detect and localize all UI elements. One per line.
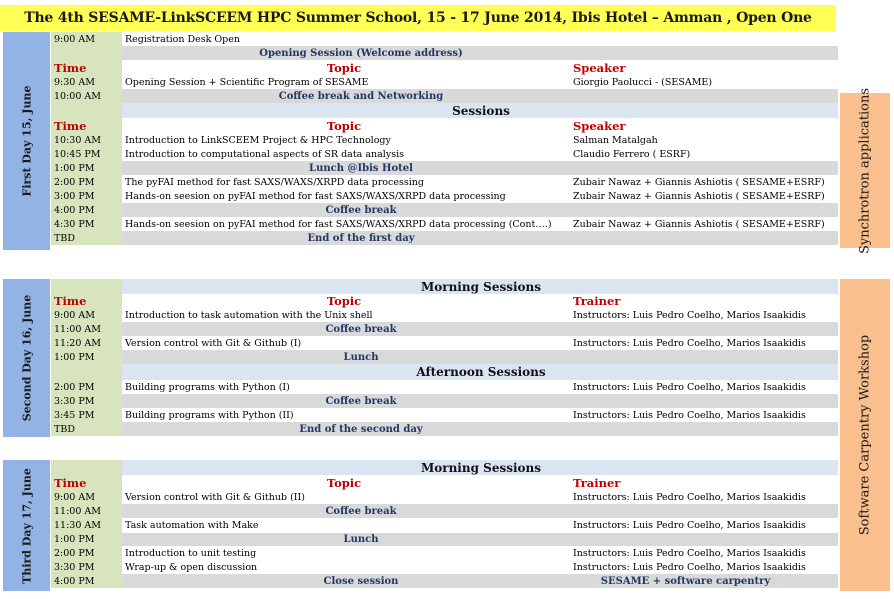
speaker-name: Giorgio Paolucci - (SESAME) (573, 76, 713, 88)
day2-row-session (51, 364, 838, 380)
time-value: 2:00 PM (54, 547, 95, 559)
time-value: 10:45 PM (54, 148, 101, 160)
time-column-cell (51, 279, 122, 294)
day2-row-band (51, 422, 838, 436)
time-value: 3:30 PM (54, 561, 95, 573)
speaker-name: Instructors: Luis Pedro Coelho, Marios Isaakidis (573, 309, 806, 321)
day3-row-close (51, 574, 838, 588)
close-session-organizer: SESAME + software carpentry (600, 575, 771, 587)
time-header: Time (54, 294, 87, 308)
day1-row-item (51, 175, 838, 190)
time-value: 2:00 PM (54, 176, 95, 188)
speaker-name: Zubair Nawaz + Giannis Ashiotis ( SESAME+ESRF) (573, 190, 825, 202)
day2-row-band (51, 350, 838, 364)
speaker-header: Trainer (573, 475, 621, 490)
break-label: Lunch (343, 534, 379, 545)
break-label: Coffee break and Networking (278, 90, 444, 102)
day1-row-band (51, 203, 838, 217)
time-value: 11:00 AM (54, 323, 101, 335)
day3-label-text: Third Day 17, June (20, 467, 33, 584)
side-label-synchrotron-text: Synchrotron applications (857, 87, 873, 254)
time-value: 11:30 AM (54, 520, 101, 531)
time-header: Time (54, 118, 87, 133)
activity-title: Hands-on seesion on pyFAI method for fast SAXS/WAXS/XRPD data processing (Cont….) (125, 218, 552, 230)
day2-label (3, 279, 50, 437)
break-label: Lunch (343, 351, 379, 363)
activity-title: Registration Desk Open (125, 33, 241, 45)
time-header: Time (54, 60, 87, 75)
activity-title: Version control with Git & Github (I) (125, 337, 302, 349)
topic-header: Topic (326, 118, 362, 133)
speaker-header: Speaker (573, 60, 626, 75)
day3-row-item (51, 560, 838, 575)
day1-row-band (51, 46, 838, 60)
break-label: Lunch @Ibis Hotel (309, 162, 413, 174)
activity-title: Introduction to unit testing (125, 547, 257, 559)
day1-row-header (51, 60, 838, 76)
topic-header: Topic (326, 475, 362, 490)
close-session-label: Close session (323, 575, 399, 587)
day2-row-band (51, 394, 838, 408)
day1-row-item (51, 217, 838, 232)
time-value: 11:20 AM (54, 337, 101, 349)
topic-header: Topic (326, 294, 362, 308)
day1-row-band (51, 161, 838, 175)
day1-row-item (51, 147, 838, 162)
time-value: 9:00 AM (54, 491, 95, 503)
day2-row-item (51, 408, 838, 423)
speaker-name: Instructors: Luis Pedro Coelho, Marios Isaakidis (573, 561, 806, 573)
day1-row-band (51, 89, 838, 103)
speaker-name: Salman Matalgah (573, 134, 658, 146)
time-column-cell (51, 460, 122, 475)
side-label-synchrotron (840, 87, 890, 254)
day3-row-item (51, 546, 838, 561)
time-value: 4:30 PM (54, 218, 95, 230)
speaker-name: Instructors: Luis Pedro Coelho, Marios Isaakidis (573, 409, 806, 421)
time-header: Time (54, 475, 87, 490)
day2-row-item (51, 336, 838, 351)
break-label: End of the second day (299, 423, 423, 435)
day2-row-band (51, 322, 838, 336)
day3-row-band (51, 504, 838, 518)
time-value: TBD (54, 423, 75, 435)
break-label: End of the first day (307, 232, 415, 244)
day1-row-item (51, 32, 838, 47)
activity-title: Version control with Git & Github (II) (125, 491, 305, 503)
time-value: 10:00 AM (54, 90, 101, 102)
time-value: 4:00 PM (54, 204, 95, 216)
speaker-name: Instructors: Luis Pedro Coelho, Marios Isaakidis (573, 381, 806, 393)
time-value: 1:00 PM (54, 534, 95, 545)
time-value: 9:00 AM (54, 33, 95, 45)
time-column-cell (51, 364, 122, 380)
time-value: 3:30 PM (54, 395, 95, 407)
activity-title: Task automation with Make (125, 520, 259, 531)
activity-title: Introduction to task automation with the Unix shell (125, 309, 373, 321)
time-value: 1:00 PM (54, 351, 95, 363)
topic-header: Topic (326, 60, 362, 75)
time-column-cell (51, 103, 122, 118)
activity-title: Building programs with Python (II) (125, 409, 294, 421)
speaker-name: Instructors: Luis Pedro Coelho, Marios Isaakidis (573, 337, 806, 349)
day1-row-item (51, 75, 838, 90)
break-label: Coffee break (325, 323, 397, 335)
page-title: The 4th SESAME-LinkSCEEM HPC Summer School, 15 - 17 June 2014, Ibis Hotel – Amman , Open One (0, 5, 836, 31)
speaker-name: Instructors: Luis Pedro Coelho, Marios Isaakidis (573, 547, 806, 559)
speaker-name: Instructors: Luis Pedro Coelho, Marios Isaakidis (573, 520, 806, 531)
time-value: 2:00 PM (54, 381, 95, 393)
day3-label (3, 460, 50, 591)
time-value: 3:00 PM (54, 190, 95, 202)
day2-label-text: Second Day 16, June (20, 294, 33, 422)
day3-row-item (51, 518, 838, 534)
break-label: Coffee break (325, 505, 397, 517)
break-label: Opening Session (Welcome address) (259, 47, 463, 59)
session-heading: Sessions (452, 103, 510, 118)
time-value: 3:45 PM (54, 409, 95, 421)
time-column-cell (51, 46, 122, 60)
speaker-name: Zubair Nawaz + Giannis Ashiotis ( SESAME+ESRF) (573, 176, 825, 188)
day1-row-item (51, 133, 838, 148)
time-value: 4:00 PM (54, 575, 95, 587)
speaker-header: Speaker (573, 118, 626, 133)
speaker-header: Trainer (573, 294, 621, 308)
day2-row-item (51, 380, 838, 395)
session-heading: Morning Sessions (420, 279, 542, 294)
speaker-name: Instructors: Luis Pedro Coelho, Marios Isaakidis (573, 491, 806, 503)
activity-title: Opening Session + Scientific Program of SESAME (125, 76, 369, 88)
day2-row-session (51, 279, 838, 294)
activity-title: Wrap-up & open discussion (125, 561, 258, 573)
time-value: 9:00 AM (54, 309, 95, 321)
day1-label (3, 32, 50, 250)
time-value: TBD (54, 232, 75, 244)
session-heading: Afternoon Sessions (416, 365, 546, 379)
break-label: Coffee break (325, 204, 397, 216)
day1-row-session (51, 103, 838, 118)
day3-row-band (51, 533, 838, 546)
day1-row-item (51, 189, 838, 204)
side-label-software-carpentry-text: Software Carpentry Workshop (857, 334, 873, 536)
day1-row-header (51, 118, 838, 134)
day3-row-item (51, 490, 838, 505)
activity-title: Introduction to computational aspects of SR data analysis (125, 148, 404, 160)
side-label-software-carpentry (840, 279, 890, 591)
speaker-name: Zubair Nawaz + Giannis Ashiotis ( SESAME+ESRF) (573, 218, 825, 230)
day3-row-header (51, 475, 838, 491)
session-heading: Morning Sessions (420, 460, 542, 475)
time-value: 1:00 PM (54, 162, 95, 174)
day1-label-text: First Day 15, June (20, 85, 33, 197)
day2-row-item (51, 308, 838, 323)
break-label: Coffee break (325, 395, 397, 407)
time-value: 9:30 AM (54, 76, 95, 88)
day2-row-header (51, 294, 838, 309)
activity-title: The pyFAI method for fast SAXS/WAXS/XRPD data processing (125, 176, 424, 188)
speaker-name: Claudio Ferrero ( ESRF) (573, 148, 691, 160)
day3-row-session (51, 460, 838, 475)
activity-title: Hands-on seesion on pyFAI method for fast SAXS/WAXS/XRPD data processing (125, 190, 506, 202)
activity-title: Building programs with Python (I) (125, 381, 290, 393)
day1-row-band (51, 231, 838, 245)
time-value: 11:00 AM (54, 505, 101, 517)
time-value: 10:30 AM (54, 134, 101, 146)
activity-title: Introduction to LinkSCEEM Project & HPC Technology (125, 134, 391, 146)
